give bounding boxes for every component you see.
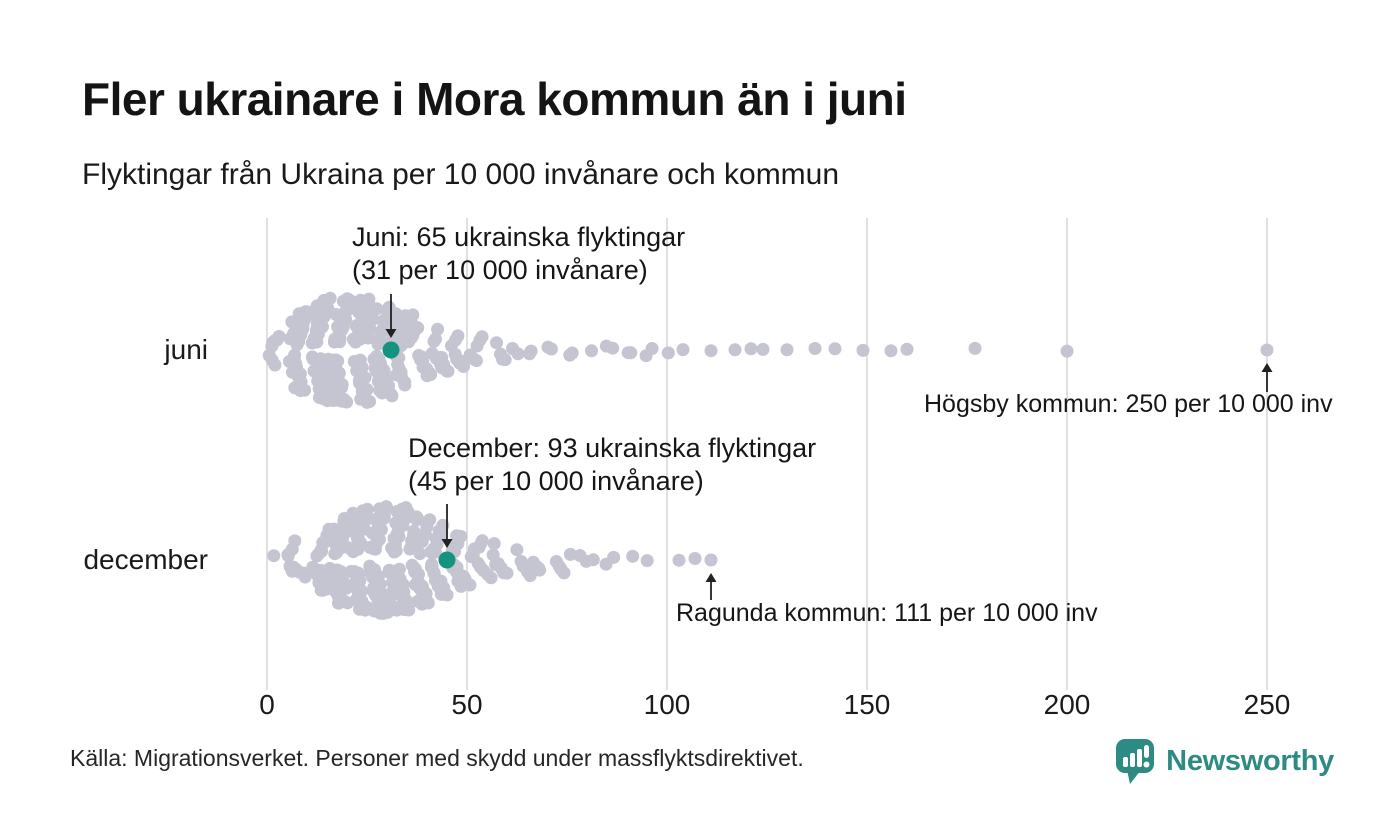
annotation-juni-mora: [352, 221, 685, 287]
swarm-dot: [370, 537, 383, 550]
swarm-dot: [624, 346, 637, 359]
newsworthy-logo-icon: [1114, 737, 1156, 785]
swarm-dot: [490, 336, 503, 349]
swarm-dot: [470, 354, 483, 367]
swarm-dot: [423, 513, 436, 526]
swarm-dot: [607, 551, 620, 564]
swarm-dot: [885, 344, 898, 357]
swarm-dot: [510, 543, 523, 556]
swarm-dot: [405, 541, 418, 554]
swarm-dot: [442, 365, 455, 378]
row-label-december: december: [83, 544, 208, 575]
swarm-dot: [333, 367, 346, 380]
swarm-dot: [451, 575, 464, 588]
swarm-dot: [421, 369, 434, 382]
swarm-dot: [585, 344, 598, 357]
highlighted-dot-mora-juni: [383, 342, 400, 359]
x-tick-label: 150: [843, 689, 891, 720]
swarm-dot: [331, 355, 344, 368]
swarm-dot: [351, 355, 364, 368]
swarm-dot: [298, 384, 311, 397]
swarm-dot: [533, 564, 546, 577]
swarm-dot: [285, 315, 298, 328]
swarm-dot: [626, 550, 639, 563]
swarm-dot: [372, 520, 385, 533]
swarm-dot: [545, 343, 558, 356]
swarm-dot: [376, 387, 389, 400]
swarm-dot: [407, 529, 420, 542]
swarm-dot: [267, 549, 280, 562]
annotation-arrowhead: [706, 573, 717, 582]
swarm-dot: [390, 604, 403, 617]
swarm-dot: [689, 552, 702, 565]
swarm-dot: [331, 540, 344, 553]
swarm-dot: [375, 604, 388, 617]
swarm-dot: [422, 597, 435, 610]
swarm-dot: [453, 357, 466, 370]
x-tick-label: 200: [1043, 689, 1091, 720]
swarm-dot: [363, 560, 376, 573]
swarm-dot: [361, 503, 374, 516]
newsworthy-logo: [1114, 737, 1334, 785]
swarm-dot: [587, 553, 600, 566]
annotation-juni-line1: Juni: 65 ukrainska flyktingar: [352, 222, 686, 252]
chart-subtitle: Flyktingar från Ukraina per 10 000 invånare och kommun: [82, 158, 840, 191]
swarm-dot: [451, 329, 464, 342]
swarm-dot: [677, 343, 690, 356]
swarm-dot: [355, 599, 368, 612]
swarm-dot: [757, 343, 770, 356]
swarm-dot: [829, 342, 842, 355]
annotation-hogsby: Högsby kommun: 250 per 10 000 inv: [924, 390, 1333, 418]
swarm-dot: [269, 359, 282, 372]
swarm-dot: [673, 554, 686, 567]
swarm-dot: [729, 343, 742, 356]
swarm-dot: [901, 343, 914, 356]
swarm-dot: [485, 571, 498, 584]
swarm-dot: [352, 304, 365, 317]
swarm-dot: [315, 584, 328, 597]
swarm-dot: [745, 342, 758, 355]
swarm-dot: [286, 565, 299, 578]
page-title: Fler ukrainare i Mora kommun än i juni: [82, 73, 907, 125]
swarm-dot: [437, 586, 450, 599]
x-tick-label: 50: [451, 689, 483, 720]
swarm-dot: [431, 323, 444, 336]
swarm-dot: [390, 544, 403, 557]
swarm-dot: [499, 353, 512, 366]
swarm-dot: [488, 537, 501, 550]
swarm-dot: [396, 503, 409, 516]
swarm-dot: [410, 321, 423, 334]
swarm-dot: [705, 344, 718, 357]
swarm-dot: [336, 378, 349, 391]
swarm-dot: [857, 344, 870, 357]
swarm-dot: [406, 308, 419, 321]
swarm-dot: [288, 349, 301, 362]
swarm-dot: [299, 305, 312, 318]
swarm-dot: [809, 342, 822, 355]
swarm-dot: [373, 376, 386, 389]
highlighted-dot-mora-december: [439, 552, 456, 569]
swarm-dot: [333, 335, 346, 348]
swarm-dot: [476, 534, 489, 547]
swarm-dot: [288, 534, 301, 547]
swarm-dot: [347, 333, 360, 346]
swarm-dot: [353, 574, 366, 587]
swarm-dot: [501, 567, 514, 580]
annotation-december-line1: December: 93 ukrainska flyktingar: [408, 433, 817, 463]
swarm-dot: [370, 570, 383, 583]
swarm-dot: [487, 548, 500, 561]
annotation-arrowhead: [1262, 363, 1273, 372]
swarm-dot: [330, 308, 343, 321]
newsworthy-logo-text: Newsworthy: [1166, 744, 1334, 777]
swarm-dot: [390, 368, 403, 381]
swarm-dot: [1061, 345, 1074, 358]
annotation-december-mora: [408, 432, 816, 498]
swarm-dot: [662, 346, 675, 359]
row-label-juni: juni: [164, 334, 208, 365]
swarm-dot: [273, 330, 286, 343]
swarm-dot: [781, 343, 794, 356]
x-tick-label: 0: [259, 689, 275, 720]
swarm-dot: [512, 347, 525, 360]
swarm-dot: [410, 513, 423, 526]
swarm-dot: [310, 324, 323, 337]
swarm-dot: [389, 516, 402, 529]
annotation-juni-line2: (31 per 10 000 invånare): [352, 255, 648, 285]
x-tick-label: 250: [1243, 689, 1291, 720]
swarm-dot: [412, 568, 425, 581]
swarm-dot: [641, 554, 654, 567]
swarm-dot: [476, 330, 489, 343]
swarm-dot: [374, 503, 387, 516]
outlier-dot-högsby: [1261, 344, 1274, 357]
x-tick-label: 100: [643, 689, 691, 720]
swarm-dot: [606, 342, 619, 355]
annotation-ragunda: Ragunda kommun: 111 per 10 000 inv: [676, 599, 1098, 627]
swarm-dot: [558, 566, 571, 579]
swarm-dot: [969, 342, 982, 355]
swarm-dot: [566, 347, 579, 360]
annotation-december-line2: (45 per 10 000 invånare): [408, 466, 704, 496]
source-note: Källa: Migrationsverket. Personer med skydd under massflyktsdirektivet.: [70, 745, 804, 771]
outlier-dot-ragunda: [705, 554, 718, 567]
swarm-dot: [525, 345, 538, 358]
swarm-dot: [454, 530, 467, 543]
swarm-dot: [337, 393, 350, 406]
swarm-dot: [311, 299, 324, 312]
swarm-dot: [390, 528, 403, 541]
swarm-dot: [373, 585, 386, 598]
swarm-dot: [370, 302, 383, 315]
swarm-dot: [353, 377, 366, 390]
swarm-dot: [356, 392, 369, 405]
swarm-dot: [646, 342, 659, 355]
swarm-dot: [350, 319, 363, 332]
